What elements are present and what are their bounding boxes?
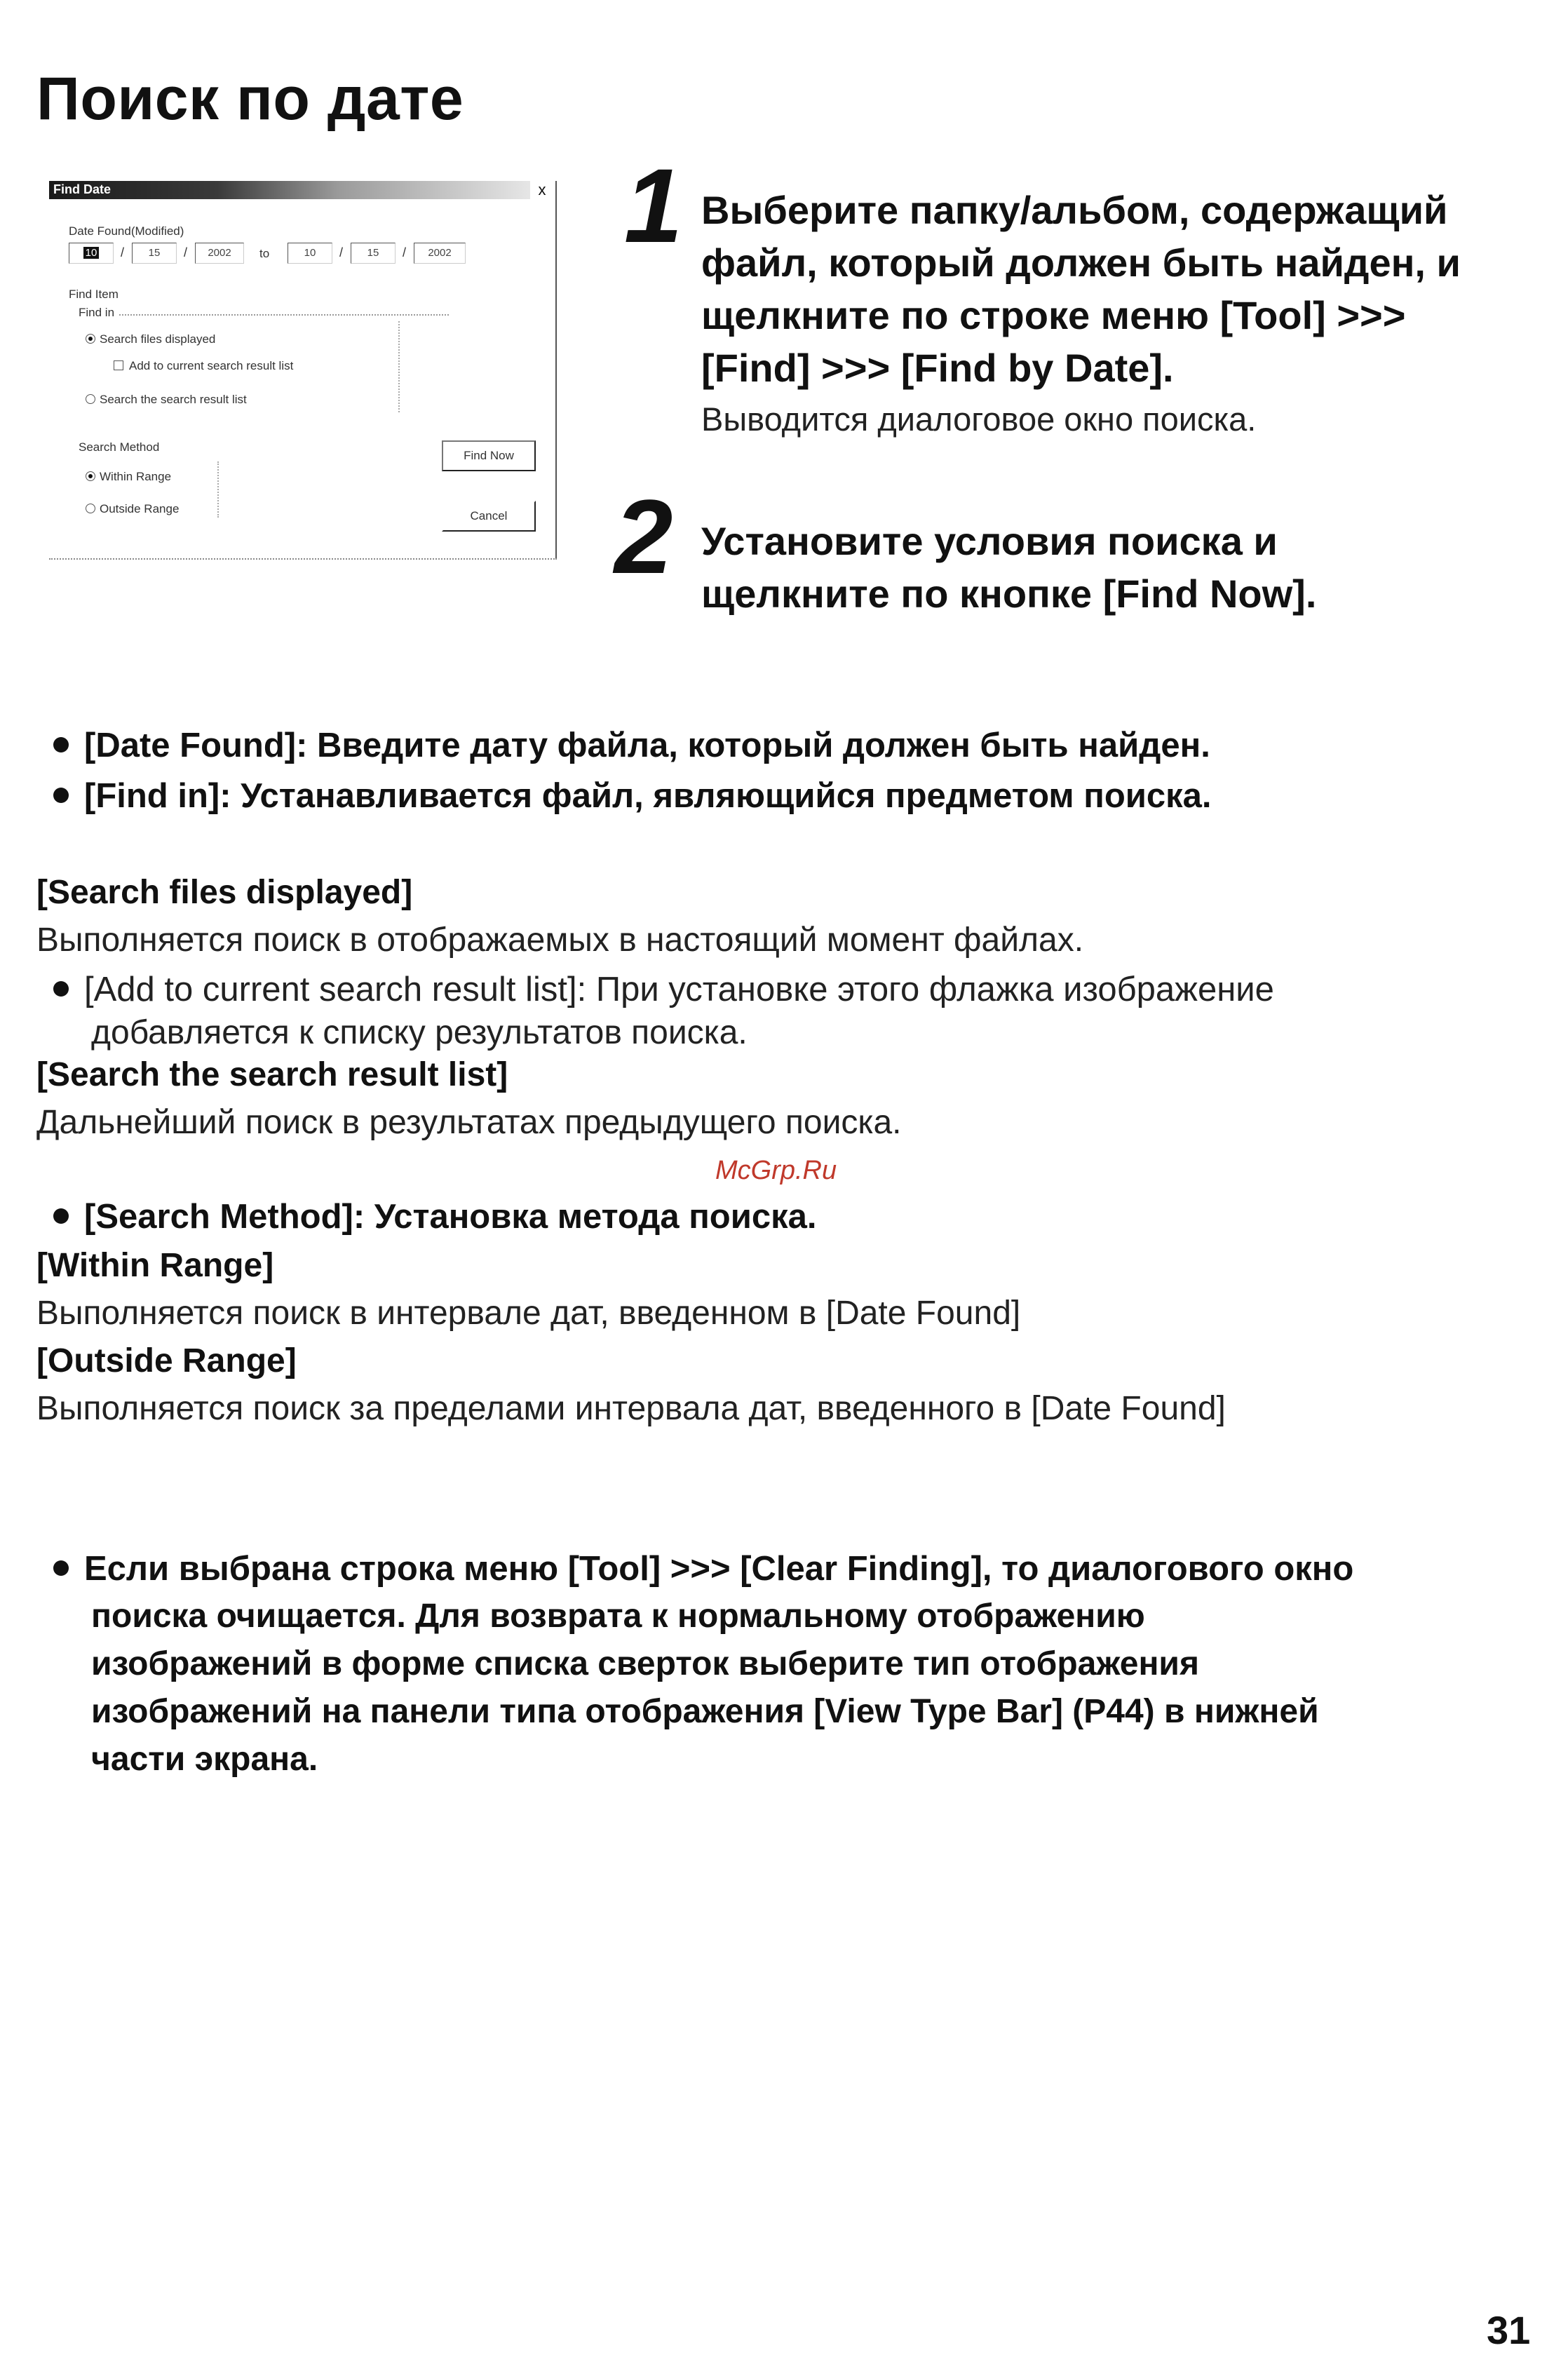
bullet-icon [53,788,69,803]
note-line: изображений на панели типа отображения [View Type Bar] (P44) в нижней [91,1693,1319,1730]
radio-icon [86,394,95,404]
to-day-field[interactable]: 15 [351,243,396,264]
to-label: to [259,247,270,260]
text-outside-range: Выполняется поиск за пределами интервала дат, введенного в [Date Found] [36,1390,1226,1427]
date-separator: / [339,245,344,259]
note-line: части экрана. [91,1741,318,1778]
dialog-titlebar [49,181,530,199]
find-item-label: Find Item [69,288,119,301]
page-number: 31 [1487,2308,1531,2352]
dialog-border-bottom [49,558,557,560]
step-1-text [701,184,1543,394]
step-2-number: 2 [614,478,673,595]
from-month-field[interactable]: 10 [69,243,114,264]
heading-search-result-list: [Search the search result list] [36,1056,508,1093]
heading-search-files-displayed: [Search files displayed] [36,874,413,911]
radio-icon [86,504,95,513]
checkbox-icon [114,360,123,370]
step-2-line: Установите условия поиска и [701,519,1278,563]
bullet-icon [53,1208,69,1224]
note-line: изображений в форме списка сверток выберите тип отображения [91,1645,1199,1682]
date-separator: / [403,245,407,259]
date-separator: / [121,245,125,259]
step-1-number: 1 [624,147,683,264]
bullet-find-in: [Find in]: Устанавливается файл, являющийся предметом поиска. [53,773,1212,819]
group-border [398,321,400,412]
step-1-note: Выводится диалоговое окно поиска. [701,400,1257,438]
text-search-files-displayed: Выполняется поиск в отображаемых в настоящий момент файлах. [36,922,1084,959]
to-month-field[interactable]: 10 [288,243,332,264]
search-files-displayed-radio[interactable]: Search files displayed [86,332,215,346]
step-1-line: файл, который должен быть найден, и [701,241,1461,285]
heading-within-range: [Within Range] [36,1247,274,1284]
cancel-button[interactable]: Cancel [442,501,536,532]
search-result-list-radio[interactable]: Search the search result list [86,393,247,407]
step-1-line: щелкните по строке меню [Tool] >>> [701,293,1406,337]
note-line: поиска очищается. Для возврата к нормальному отображению [91,1598,1145,1635]
date-found-label: Date Found(Modified) [69,224,184,238]
step-1-line: Выберите папку/альбом, содержащий [701,188,1448,232]
date-separator: / [184,245,188,259]
to-year-field[interactable]: 2002 [414,243,466,264]
page-title: Поиск по дате [36,65,464,133]
dialog-title: Find Date [53,182,111,196]
step-1-line: [Find] >>> [Find by Date]. [701,346,1174,390]
from-year-field[interactable]: 2002 [195,243,244,264]
find-in-label: Find in [79,306,115,319]
text-within-range: Выполняется поиск в интервале дат, введенном в [Date Found] [36,1295,1021,1332]
step-2-line: щелкните по кнопке [Find Now]. [701,572,1317,616]
from-day-field[interactable]: 15 [132,243,177,264]
within-range-radio[interactable]: Within Range [86,470,171,484]
radio-selected-icon [86,471,95,481]
bullet-add-to-current: [Add to current search result list]: При установке этого флажка изображение [53,966,1274,1013]
find-date-dialog [49,181,558,560]
outside-range-radio[interactable]: Outside Range [86,502,179,516]
heading-outside-range: [Outside Range] [36,1342,297,1379]
step-2-text [701,515,1543,620]
bullet-icon [53,981,69,997]
bullet-icon [53,1560,69,1576]
dialog-border [555,181,557,560]
bullet-icon [53,737,69,753]
search-method-label: Search Method [79,440,160,454]
bullet-add-to-current-cont: добавляется к списку результатов поиска. [91,1014,748,1051]
add-to-current-checkbox[interactable]: Add to current search result list [114,359,293,373]
watermark: McGrp.Ru [715,1156,837,1185]
close-icon[interactable]: x [538,181,546,198]
group-border [217,461,219,518]
bullet-date-found: [Date Found]: Введите дату файла, который должен быть найден. [53,722,1210,769]
bullet-clear-finding: Если выбрана строка меню [Tool] >>> [Clear Finding], то диалогового окно [53,1546,1353,1592]
bullet-search-method: [Search Method]: Установка метода поиска. [53,1194,816,1240]
find-now-button[interactable]: Find Now [442,440,536,471]
text-search-result-list: Дальнейший поиск в результатах предыдущего поиска. [36,1104,902,1141]
radio-selected-icon [86,334,95,344]
group-border [119,314,449,316]
